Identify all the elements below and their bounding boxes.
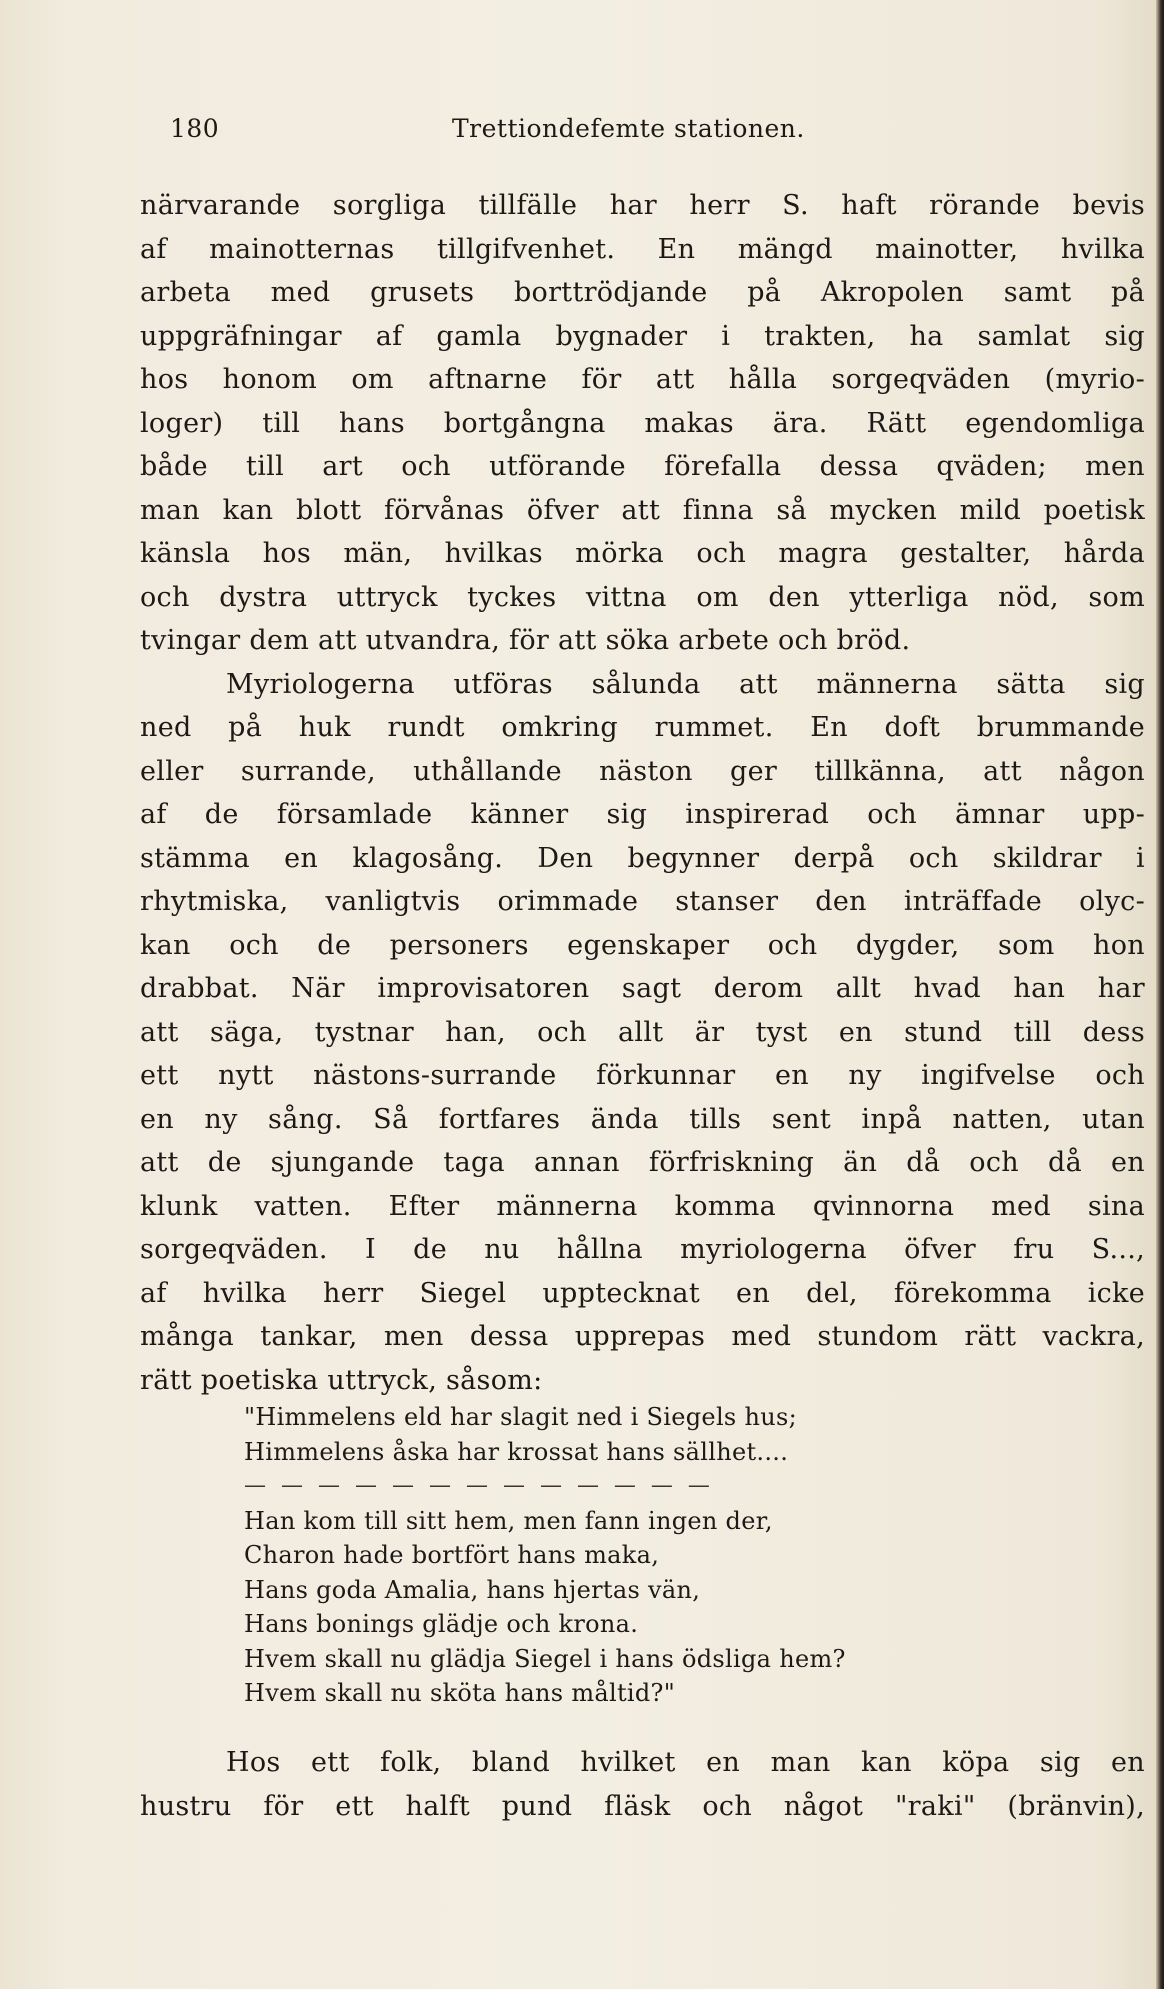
body-line: sorgeqväden. I de nu hållna myriologerna öfver fru S..., — [140, 1234, 1145, 1265]
body-line: närvarande sorgliga tillfälle har herr S. haft rörande bevis — [140, 190, 1145, 221]
page-edge-shadow — [1156, 0, 1164, 1989]
body-line: ett nytt nästons-surrande förkunnar en ny ingifvelse och — [140, 1060, 1145, 1091]
poem-line: Hvem skall nu sköta hans måltid?" — [244, 1679, 676, 1707]
page-header — [170, 114, 850, 154]
body-line: eller surrande, uthållande näston ger tillkänna, att någon — [140, 755, 1145, 787]
tail-text — [140, 1741, 1145, 1828]
body-line: och dystra uttryck tyckes vittna om den ytterliga nöd, som — [140, 581, 1145, 613]
poem-separator: — — — — — — — — — — — — — — [244, 1473, 714, 1498]
body-line: både till art och utförande förefalla dessa qväden; men — [140, 451, 1145, 482]
poem-line: Han kom till sitt hem, men fann ingen der, — [244, 1506, 773, 1535]
poem-line: Hans goda Amalia, hans hjertas vän, — [244, 1575, 701, 1604]
body-line: drabbat. När improvisatoren sagt derom allt hvad han har — [140, 973, 1145, 1004]
poem-line: "Himmelens eld har slagit ned i Siegels hus; — [244, 1403, 797, 1431]
body-line: en ny sång. Så fortfares ända tills sent inpå natten, utan — [140, 1103, 1145, 1135]
running-head: Trettiondefemte stationen. — [452, 114, 805, 143]
body-line: af mainotternas tillgifvenhet. En mängd mainotter, hvilka — [140, 233, 1145, 265]
body-line: att de sjungande taga annan förfriskning än då och då en — [140, 1147, 1145, 1178]
body-line: känsla hos män, hvilkas mörka och magra gestalter, hårda — [140, 538, 1145, 569]
body-line: klunk vatten. Efter männerna komma qvinnorna med sina — [140, 1190, 1145, 1222]
poem-line: Charon hade bortfört hans maka, — [244, 1541, 660, 1569]
poem-line: Himmelens åska har krossat hans sällhet.... — [244, 1437, 789, 1466]
poem-line: Hvem skall nu glädja Siegel i hans ödsliga hem? — [244, 1644, 846, 1673]
body-line: rhytmiska, vanligtvis orimmade stanser den inträffade olyc- — [140, 886, 1145, 917]
body-line: tvingar dem att utvandra, för att söka arbete och bröd. — [140, 625, 911, 656]
body-line: arbeta med grusets borttrödjande på Akropolen samt på — [140, 277, 1145, 308]
body-line: Myriologerna utföras sålunda att männerna sätta sig — [226, 668, 1145, 700]
body-line: af hvilka herr Siegel upptecknat en del, förekomma icke — [140, 1277, 1145, 1309]
body-line: stämma en klagosång. Den begynner derpå och skildrar i — [140, 842, 1145, 874]
body-line: loger) till hans bortgångna makas ära. Rätt egendomliga — [140, 407, 1145, 439]
poem-line: Hans bonings glädje och krona. — [244, 1610, 639, 1638]
body-line: man kan blott förvånas öfver att finna så mycken mild poetisk — [140, 494, 1145, 526]
body-line: uppgräfningar af gamla bygnader i trakten, ha samlat sig — [140, 320, 1145, 352]
body-text — [140, 184, 1145, 1402]
body-line: hos honom om aftnarne för att hålla sorgeqväden (myrio- — [140, 364, 1145, 395]
body-line: Hos ett folk, bland hvilket en man kan köpa sig en — [226, 1747, 1145, 1778]
body-line: hustru för ett halft pund fläsk och något "raki" (bränvin), — [140, 1790, 1145, 1822]
body-line: rätt poetiska uttryck, såsom: — [140, 1364, 543, 1396]
body-line: många tankar, men dessa upprepas med stundom rätt vackra, — [140, 1321, 1145, 1352]
body-line: af de församlade känner sig inspirerad och ämnar upp- — [140, 799, 1145, 830]
page-number: 180 — [170, 114, 220, 143]
body-line: ned på huk rundt omkring rummet. En doft brummande — [140, 712, 1145, 743]
body-line: kan och de personers egenskaper och dygder, som hon — [140, 929, 1145, 961]
body-line: att säga, tystnar han, och allt är tyst en stund till dess — [140, 1016, 1145, 1048]
poem-quote — [244, 1400, 964, 1711]
